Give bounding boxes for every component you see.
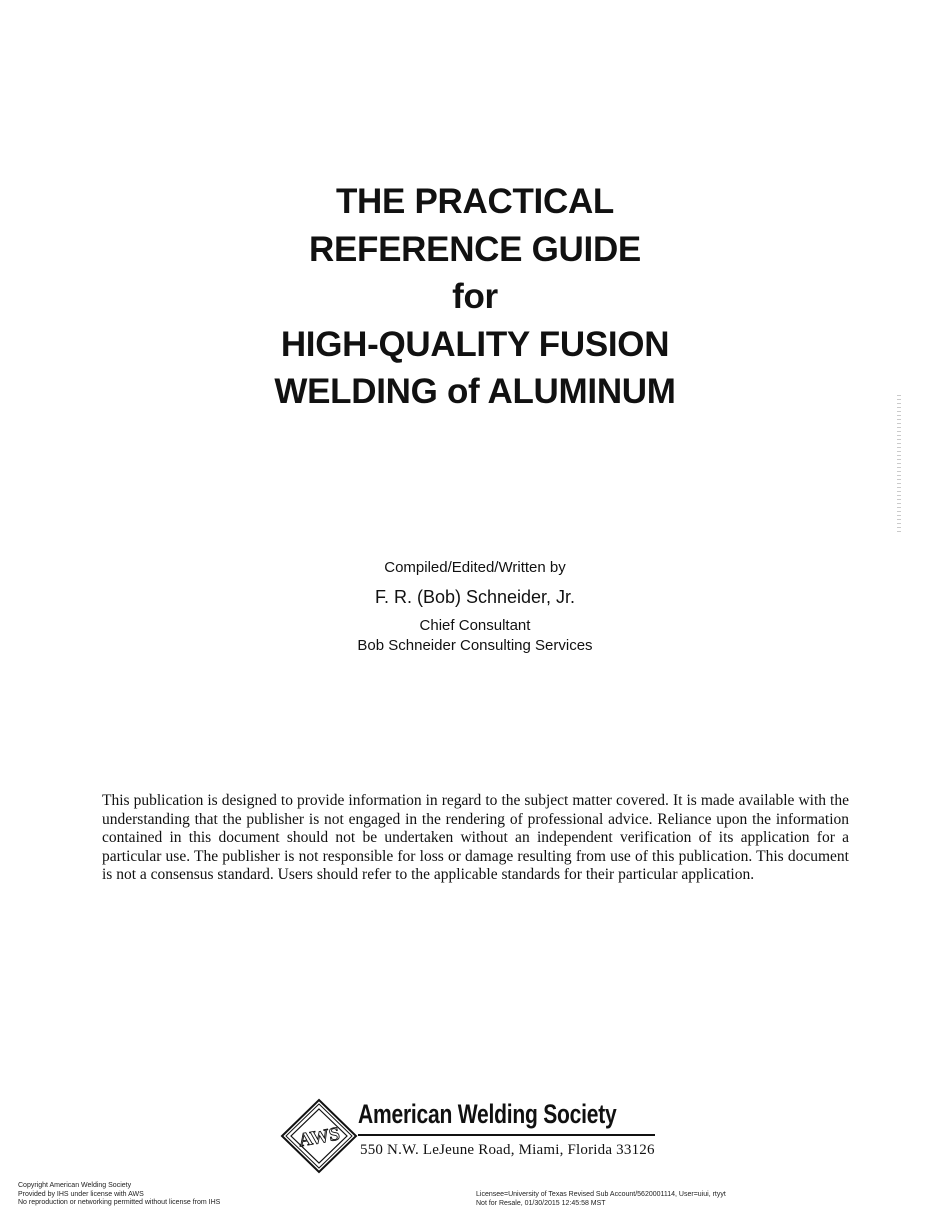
footer-right-line: Licensee=University of Texas Revised Sub Account/5620001114, User=uiui, rtyyt	[476, 1191, 726, 1198]
author-name: F. R. (Bob) Schneider, Jr.	[374, 587, 576, 607]
footer-left-line: No reproduction or networking permitted without license from IHS	[18, 1199, 221, 1206]
publisher-address: 550 N.W. LeJeune Road, Miami, Florida 33126	[360, 1142, 655, 1158]
document-title	[0, 178, 950, 416]
title-line-2: REFERENCE GUIDE	[309, 229, 641, 269]
title-line-4: HIGH-QUALITY FUSION	[280, 324, 670, 364]
aws-diamond-logo-icon	[280, 1098, 358, 1174]
footer-left-line: Copyright American Welding Society	[18, 1182, 132, 1189]
author-position: Chief Consultant	[419, 617, 531, 634]
title-line-3: for	[452, 277, 498, 316]
author-company: Bob Schneider Consulting Services	[357, 637, 593, 654]
disclaimer-paragraph: This publication is designed to provide information in regard to the subject matter covered. It is made available with the understanding that the publisher is not engaged in the rendering of professional advice. Reliance upon the information contained in this document should not be undertaken without an independent verification of its application for a particular use. The publisher is not responsible for loss or damage resulting from use of this publication. This document is not a consensus standard. Users should refer to the applicable standards for their particular application.	[102, 792, 849, 884]
footer-license	[476, 1191, 726, 1208]
logo-lettering: AWS	[297, 1123, 342, 1152]
publisher-divider	[358, 1134, 655, 1136]
author-credits	[0, 558, 950, 656]
publisher-logo	[280, 1098, 670, 1178]
publisher-name: American Welding Society	[358, 1099, 617, 1129]
credit-line: Compiled/Edited/Written by	[384, 559, 566, 576]
footer-left-line: Provided by IHS under license with AWS	[18, 1190, 144, 1198]
title-line-1: THE PRACTICAL	[335, 182, 615, 221]
footer-copyright	[18, 1182, 220, 1208]
footer-right-line: Not for Resale, 01/30/2015 12:45:58 MST	[476, 1199, 606, 1207]
margin-mark	[897, 395, 901, 535]
title-line-5: WELDING of ALUMINUM	[274, 372, 676, 411]
